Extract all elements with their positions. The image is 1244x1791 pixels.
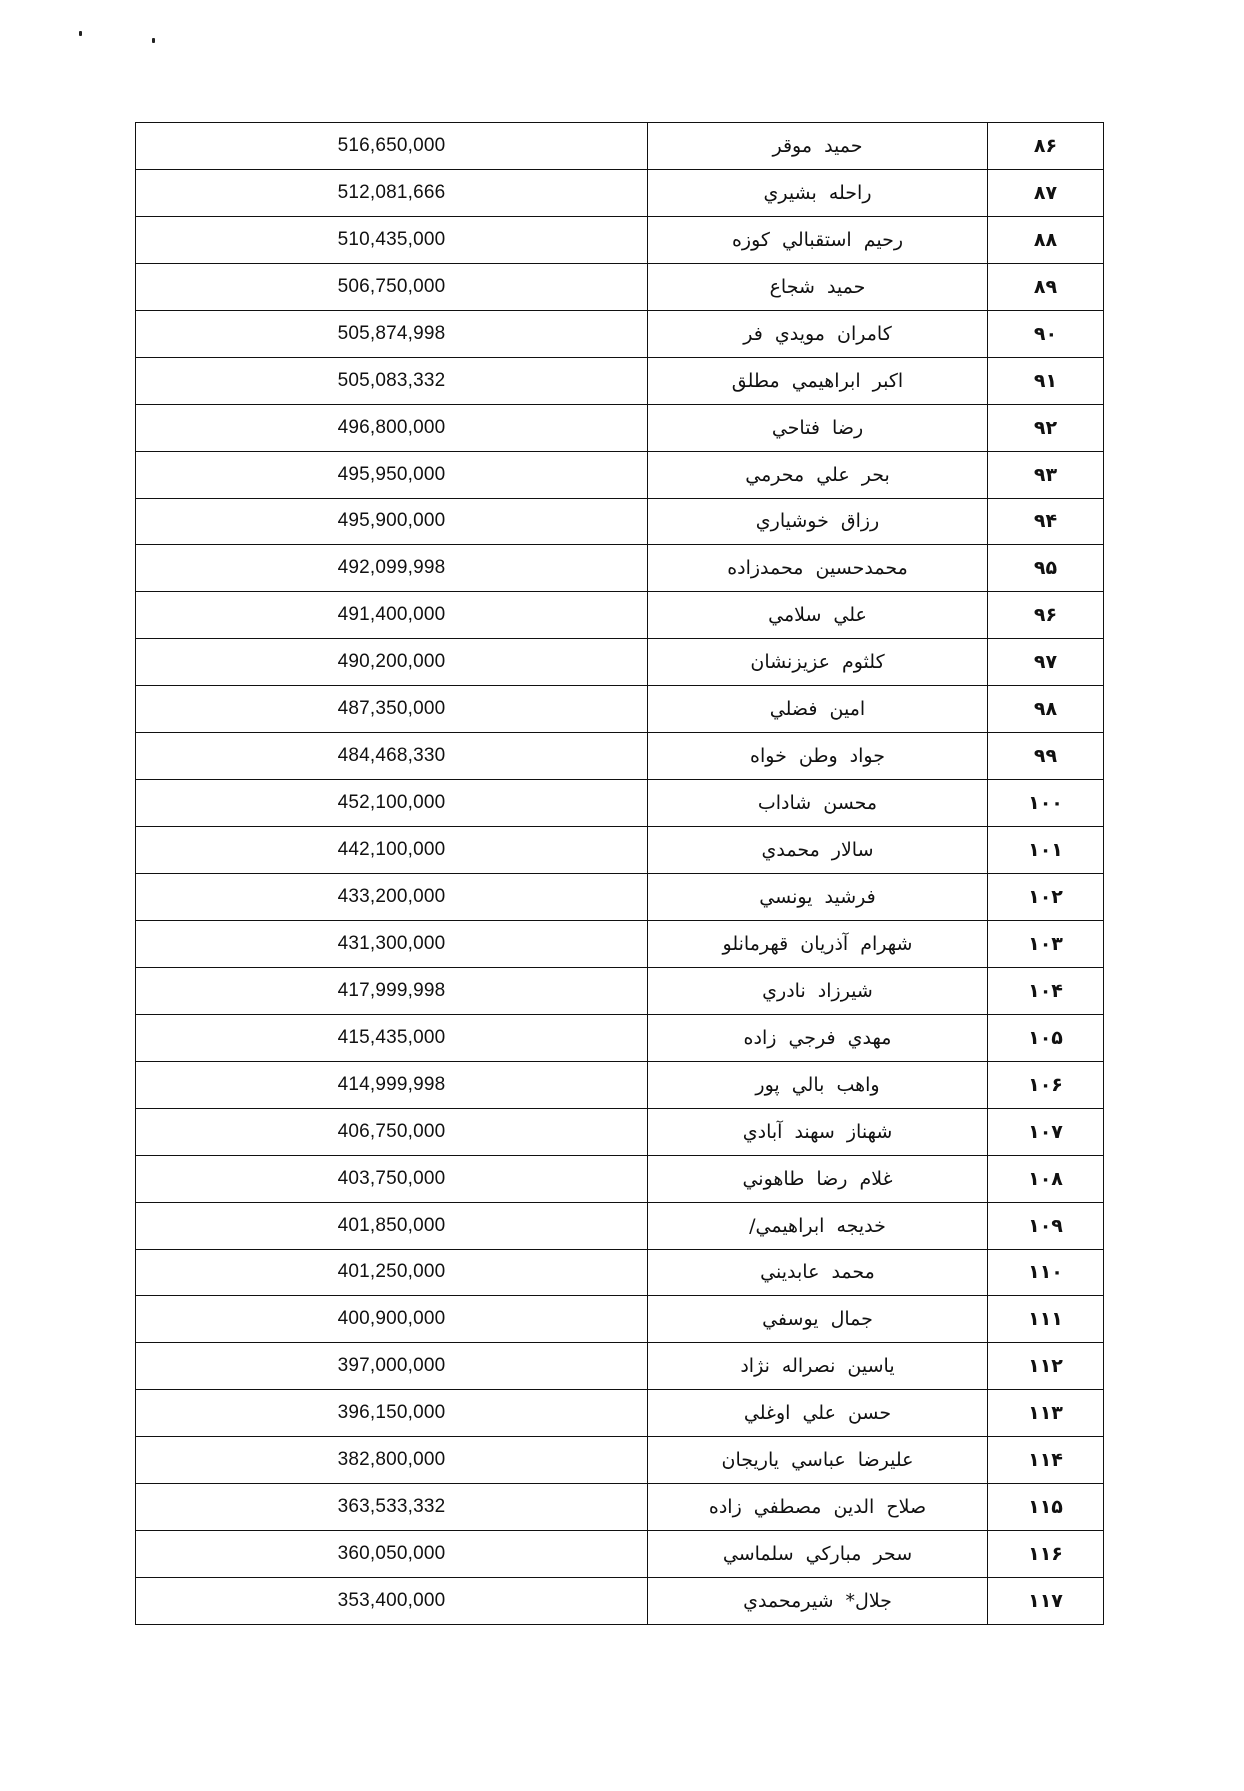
amount-cell: 406,750,000	[136, 1108, 648, 1155]
amount-cell: 490,200,000	[136, 639, 648, 686]
table-row	[136, 169, 1104, 216]
amount-cell: 484,468,330	[136, 733, 648, 780]
table-row	[136, 920, 1104, 967]
name-cell: حسن علي اوغلي	[648, 1390, 988, 1437]
name-cell: عليرضا عباسي ياريجان	[648, 1437, 988, 1484]
row-number-cell: ۱۰۱	[988, 827, 1104, 874]
name-cell: سحر مباركي سلماسي	[648, 1531, 988, 1578]
table-row	[136, 733, 1104, 780]
amount-cell: 452,100,000	[136, 780, 648, 827]
row-number-cell: ۱۰۵	[988, 1014, 1104, 1061]
name-cell: محسن شاداب	[648, 780, 988, 827]
name-cell: كلثوم عزيزنشان	[648, 639, 988, 686]
amount-cell: 495,900,000	[136, 498, 648, 545]
name-cell: حميد موقر	[648, 123, 988, 170]
amount-cell: 506,750,000	[136, 263, 648, 310]
table-row	[136, 1014, 1104, 1061]
amount-cell: 431,300,000	[136, 920, 648, 967]
name-cell: جمال يوسفي	[648, 1296, 988, 1343]
row-number-cell: ۹۰	[988, 310, 1104, 357]
amount-cell: 516,650,000	[136, 123, 648, 170]
amount-cell: 400,900,000	[136, 1296, 648, 1343]
amount-cell: 495,950,000	[136, 451, 648, 498]
name-cell: شهرام آذريان قهرمانلو	[648, 920, 988, 967]
row-number-cell: ۱۱۳	[988, 1390, 1104, 1437]
table-row	[136, 1343, 1104, 1390]
row-number-cell: ۸۸	[988, 216, 1104, 263]
name-cell: علي سلامي	[648, 592, 988, 639]
row-number-cell: ۱۰۴	[988, 967, 1104, 1014]
table-row	[136, 357, 1104, 404]
row-number-cell: ۱۱۷	[988, 1578, 1104, 1625]
table-row	[136, 310, 1104, 357]
amount-cell: 401,250,000	[136, 1249, 648, 1296]
amount-cell: 397,000,000	[136, 1343, 648, 1390]
table-body	[136, 123, 1104, 1625]
row-number-cell: ۱۰۲	[988, 874, 1104, 921]
table-row	[136, 545, 1104, 592]
row-number-cell: ۱۱۶	[988, 1531, 1104, 1578]
amount-cell: 415,435,000	[136, 1014, 648, 1061]
name-cell: بحر علي محرمي	[648, 451, 988, 498]
amount-cell: 510,435,000	[136, 216, 648, 263]
row-number-cell: ۱۰۹	[988, 1202, 1104, 1249]
table-row	[136, 1578, 1104, 1625]
amount-cell: 505,874,998	[136, 310, 648, 357]
row-number-cell: ۹۶	[988, 592, 1104, 639]
scan-speck	[152, 38, 155, 43]
name-cell: رحيم استقبالي كوزه	[648, 216, 988, 263]
row-number-cell: ۸۷	[988, 169, 1104, 216]
table-row	[136, 686, 1104, 733]
row-number-cell: ۱۱۰	[988, 1249, 1104, 1296]
table-row	[136, 1531, 1104, 1578]
scan-speck	[79, 31, 82, 36]
name-cell: غلام رضا طاهوني	[648, 1155, 988, 1202]
amount-cell: 403,750,000	[136, 1155, 648, 1202]
table-row	[136, 498, 1104, 545]
name-cell: شهناز سهند آبادي	[648, 1108, 988, 1155]
name-cell: راحله بشيري	[648, 169, 988, 216]
amount-cell: 363,533,332	[136, 1484, 648, 1531]
row-number-cell: ۱۱۴	[988, 1437, 1104, 1484]
row-number-cell: ۱۰۸	[988, 1155, 1104, 1202]
name-cell: خديجه ابراهيمي/	[648, 1202, 988, 1249]
amount-cell: 505,083,332	[136, 357, 648, 404]
name-cell: شيرزاد نادري	[648, 967, 988, 1014]
row-number-cell: ۹۲	[988, 404, 1104, 451]
table-row	[136, 1108, 1104, 1155]
amount-cell: 414,999,998	[136, 1061, 648, 1108]
table-row	[136, 592, 1104, 639]
row-number-cell: ۸۶	[988, 123, 1104, 170]
row-number-cell: ۹۱	[988, 357, 1104, 404]
table-row	[136, 1296, 1104, 1343]
table-row	[136, 1202, 1104, 1249]
row-number-cell: ۱۰۰	[988, 780, 1104, 827]
name-cell: محمد عابديني	[648, 1249, 988, 1296]
name-cell: حميد شجاع	[648, 263, 988, 310]
table-row	[136, 451, 1104, 498]
amount-cell: 382,800,000	[136, 1437, 648, 1484]
amount-cell: 360,050,000	[136, 1531, 648, 1578]
name-cell: جواد وطن خواه	[648, 733, 988, 780]
table-row	[136, 874, 1104, 921]
name-cell: جلال* شيرمحمدي	[648, 1578, 988, 1625]
amount-cell: 396,150,000	[136, 1390, 648, 1437]
table-row	[136, 1061, 1104, 1108]
row-number-cell: ۹۹	[988, 733, 1104, 780]
row-number-cell: ۱۰۷	[988, 1108, 1104, 1155]
table-row	[136, 1390, 1104, 1437]
row-number-cell: ۸۹	[988, 263, 1104, 310]
table-row	[136, 1249, 1104, 1296]
name-cell: محمدحسين محمدزاده	[648, 545, 988, 592]
name-cell: صلاح الدين مصطفي زاده	[648, 1484, 988, 1531]
row-number-cell: ۹۸	[988, 686, 1104, 733]
table-row	[136, 1155, 1104, 1202]
row-number-cell: ۹۷	[988, 639, 1104, 686]
name-cell: مهدي فرجي زاده	[648, 1014, 988, 1061]
name-cell: امين فضلي	[648, 686, 988, 733]
name-cell: اكبر ابراهيمي مطلق	[648, 357, 988, 404]
ranking-table	[135, 122, 1104, 1625]
amount-cell: 417,999,998	[136, 967, 648, 1014]
table-row	[136, 639, 1104, 686]
amount-cell: 487,350,000	[136, 686, 648, 733]
row-number-cell: ۱۰۶	[988, 1061, 1104, 1108]
amount-cell: 433,200,000	[136, 874, 648, 921]
table-row	[136, 263, 1104, 310]
name-cell: رزاق خوشياري	[648, 498, 988, 545]
name-cell: واهب بالي پور	[648, 1061, 988, 1108]
table-row	[136, 404, 1104, 451]
amount-cell: 401,850,000	[136, 1202, 648, 1249]
row-number-cell: ۹۳	[988, 451, 1104, 498]
table-row	[136, 1437, 1104, 1484]
name-cell: رضا فتاحي	[648, 404, 988, 451]
row-number-cell: ۱۱۲	[988, 1343, 1104, 1390]
amount-cell: 353,400,000	[136, 1578, 648, 1625]
table-row	[136, 123, 1104, 170]
amount-cell: 512,081,666	[136, 169, 648, 216]
table-row	[136, 967, 1104, 1014]
row-number-cell: ۱۱۱	[988, 1296, 1104, 1343]
name-cell: كامران مويدي فر	[648, 310, 988, 357]
amount-cell: 492,099,998	[136, 545, 648, 592]
row-number-cell: ۱۰۳	[988, 920, 1104, 967]
name-cell: سالار محمدي	[648, 827, 988, 874]
name-cell: ياسين نصراله نژاد	[648, 1343, 988, 1390]
amount-cell: 496,800,000	[136, 404, 648, 451]
amount-cell: 491,400,000	[136, 592, 648, 639]
row-number-cell: ۱۱۵	[988, 1484, 1104, 1531]
table-row	[136, 1484, 1104, 1531]
row-number-cell: ۹۵	[988, 545, 1104, 592]
table-row	[136, 780, 1104, 827]
amount-cell: 442,100,000	[136, 827, 648, 874]
table-row	[136, 216, 1104, 263]
name-cell: فرشيد يونسي	[648, 874, 988, 921]
table-row	[136, 827, 1104, 874]
row-number-cell: ۹۴	[988, 498, 1104, 545]
